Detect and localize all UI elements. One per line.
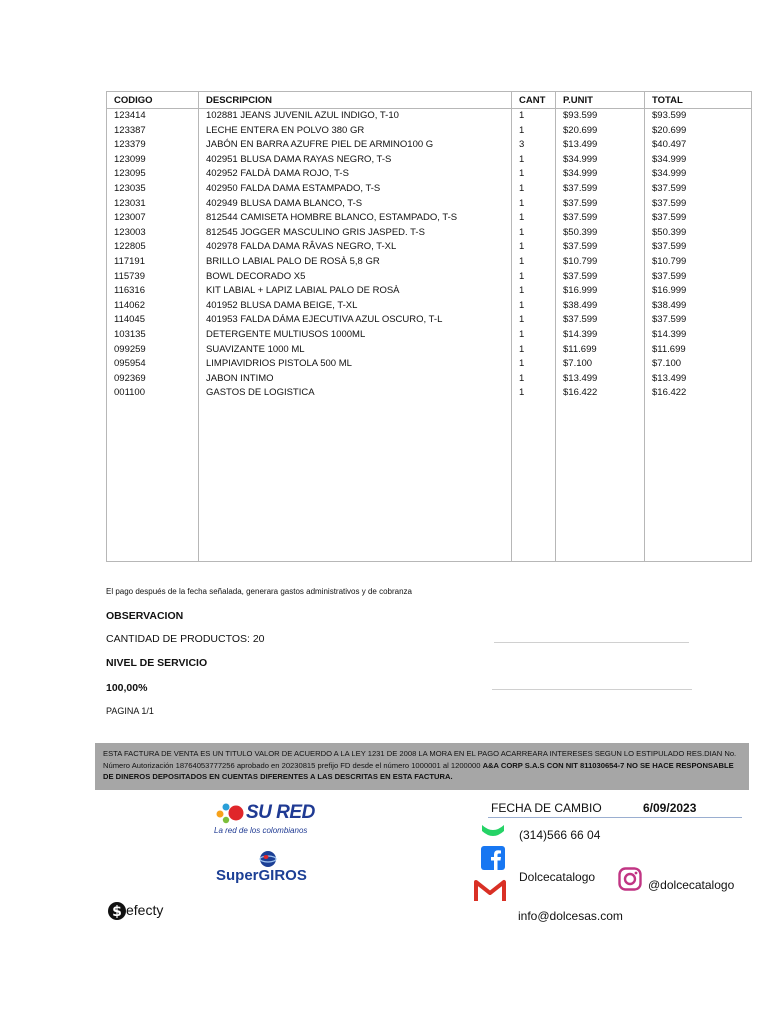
filler-cell [107, 401, 199, 562]
cell-punit: $37.599 [556, 240, 645, 255]
facebook-handle: Dolcecatalogo [519, 870, 596, 884]
cell-descripcion: 401953 FALDA DÁMA EJECUTIVA AZUL OSCURO, T-L [199, 313, 512, 328]
cell-codigo: 116316 [107, 284, 199, 299]
sured-dots-icon [214, 801, 246, 825]
cell-punit: $93.599 [556, 109, 645, 124]
whatsapp-icon [480, 821, 506, 843]
cantidad-productos: CANTIDAD DE PRODUCTOS: 20 [106, 633, 265, 645]
sured-tagline: La red de los colombianos [214, 826, 308, 835]
filler-cell [645, 401, 752, 562]
fecha-cambio-value: 6/09/2023 [643, 801, 697, 815]
cell-punit: $16.422 [556, 386, 645, 401]
cell-descripcion: 401952 BLUSA DAMA BEIGE, T-XL [199, 299, 512, 314]
nivel-servicio-value: 100,00% [106, 682, 148, 694]
table-row [107, 167, 752, 182]
cell-total: $93.599 [645, 109, 752, 124]
instagram-handle: @dolcecatalogo [648, 878, 735, 892]
sured-logo [214, 801, 354, 837]
cell-punit: $34.999 [556, 167, 645, 182]
cell-codigo: 123387 [107, 124, 199, 139]
cell-cant: 1 [512, 153, 556, 168]
signature-line-2 [492, 689, 692, 690]
svg-text:$: $ [112, 904, 122, 920]
filler-cell [556, 401, 645, 562]
globe-icon [259, 850, 277, 868]
efecty-name: efecty [126, 902, 164, 918]
cell-total: $7.100 [645, 357, 752, 372]
table-row [107, 153, 752, 168]
cell-descripcion: GASTOS DE LOGISTICA [199, 386, 512, 401]
cell-descripcion: SUAVIZANTE 1000 ML [199, 343, 512, 358]
cell-total: $37.599 [645, 211, 752, 226]
efecty-logo [107, 900, 187, 924]
pagina: PAGINA 1/1 [106, 706, 154, 716]
cell-cant: 1 [512, 313, 556, 328]
observacion-label: OBSERVACION [106, 610, 184, 622]
cell-descripcion: 402949 BLUSA DAMA BLANCO, T-S [199, 197, 512, 212]
cell-total: $16.999 [645, 284, 752, 299]
cell-total: $37.599 [645, 197, 752, 212]
cell-codigo: 114062 [107, 299, 199, 314]
table-row [107, 182, 752, 197]
table-header-row [107, 92, 752, 109]
gmail-icon [474, 879, 506, 903]
table-row [107, 226, 752, 241]
cell-cant: 1 [512, 270, 556, 285]
header-codigo: CODIGO [107, 92, 199, 109]
cell-punit: $37.599 [556, 197, 645, 212]
filler-cell [199, 401, 512, 562]
cell-punit: $37.599 [556, 313, 645, 328]
cell-punit: $13.499 [556, 372, 645, 387]
table-row [107, 270, 752, 285]
cell-punit: $37.599 [556, 270, 645, 285]
cell-cant: 1 [512, 255, 556, 270]
cell-codigo: 123007 [107, 211, 199, 226]
cell-codigo: 115739 [107, 270, 199, 285]
cell-cant: 1 [512, 372, 556, 387]
cell-codigo: 123095 [107, 167, 199, 182]
cell-cant: 3 [512, 138, 556, 153]
cell-cant: 1 [512, 124, 556, 139]
table-row [107, 211, 752, 226]
table-row [107, 386, 752, 401]
cell-cant: 1 [512, 109, 556, 124]
cell-total: $37.599 [645, 240, 752, 255]
cell-punit: $11.699 [556, 343, 645, 358]
cell-punit: $10.799 [556, 255, 645, 270]
cell-total: $37.599 [645, 270, 752, 285]
cell-cant: 1 [512, 240, 556, 255]
sured-name: SU RED [246, 802, 315, 823]
cell-punit: $38.499 [556, 299, 645, 314]
cell-total: $50.399 [645, 226, 752, 241]
cell-descripcion: 102881 JEANS JUVENIL AZUL INDIGO, T-10 [199, 109, 512, 124]
table-row [107, 357, 752, 372]
cell-total: $37.599 [645, 313, 752, 328]
cell-cant: 1 [512, 197, 556, 212]
cell-codigo: 123099 [107, 153, 199, 168]
cell-descripcion: BRILLO LABIAL PALO DE ROSÀ 5,8 GR [199, 255, 512, 270]
cell-descripcion: LIMPIAVIDRIOS PISTOLA 500 ML [199, 357, 512, 372]
instagram-icon [618, 867, 642, 891]
table-row [107, 372, 752, 387]
cell-cant: 1 [512, 357, 556, 372]
cell-punit: $50.399 [556, 226, 645, 241]
legal-text: ESTA FACTURA DE VENTA ES UN TITULO VALOR DE ACUERDO A LA LEY 1231 DE 2008 LA MORA EN EL PAGO ACARREARA INTERESES SEGUN LO ESTIPULADO RES.DIAN No. Número Autorización 18764053777256 aprobado en 20230815 prefijo FD desde el número 1000001 al 1200000 [103, 749, 737, 770]
cell-descripcion: 402978 FALDA DAMA RÂVAS NEGRO, T-XL [199, 240, 512, 255]
items-table [106, 91, 752, 562]
cell-descripcion: DETERGENTE MULTIUSOS 1000ML [199, 328, 512, 343]
cell-descripcion: JABÓN EN BARRA AZUFRE PIEL DE ARMINO100 G [199, 138, 512, 153]
cell-descripcion: KIT LABIAL + LAPIZ LABIAL PALO DE ROSÀ [199, 284, 512, 299]
cell-punit: $20.699 [556, 124, 645, 139]
fecha-underline [488, 817, 742, 818]
efecty-icon [107, 901, 127, 921]
cell-cant: 1 [512, 226, 556, 241]
cell-descripcion: 402951 BLUSA DAMA RAYAS NEGRO, T-S [199, 153, 512, 168]
table-row [107, 313, 752, 328]
cell-total: $40.497 [645, 138, 752, 153]
table-row [107, 255, 752, 270]
cell-codigo: 092369 [107, 372, 199, 387]
cell-total: $38.499 [645, 299, 752, 314]
facebook-icon [481, 846, 505, 870]
cell-codigo: 123035 [107, 182, 199, 197]
header-descripcion: DESCRIPCION [199, 92, 512, 109]
cell-cant: 1 [512, 284, 556, 299]
cell-codigo: 117191 [107, 255, 199, 270]
cell-descripcion: JABON INTIMO [199, 372, 512, 387]
supergiros-name: SuperGIROS [216, 867, 307, 884]
cell-codigo: 095954 [107, 357, 199, 372]
table-row [107, 284, 752, 299]
table-row [107, 138, 752, 153]
cell-punit: $13.499 [556, 138, 645, 153]
cell-punit: $7.100 [556, 357, 645, 372]
cell-cant: 1 [512, 299, 556, 314]
header-total: TOTAL [645, 92, 752, 109]
cell-total: $37.599 [645, 182, 752, 197]
table-filler-row [107, 401, 752, 562]
cell-punit: $34.999 [556, 153, 645, 168]
cell-total: $13.499 [645, 372, 752, 387]
cell-codigo: 099259 [107, 343, 199, 358]
table-row [107, 328, 752, 343]
cell-total: $14.399 [645, 328, 752, 343]
cell-descripcion: LECHE ENTERA EN POLVO 380 GR [199, 124, 512, 139]
cell-descripcion: 402950 FALDA DAMA ESTAMPADO, T-S [199, 182, 512, 197]
table-row [107, 124, 752, 139]
payment-note: El pago después de la fecha señalada, generara gastos administrativos y de cobranza [106, 587, 412, 596]
table-row [107, 299, 752, 314]
cell-cant: 1 [512, 211, 556, 226]
phone-number: (314)566 66 04 [519, 828, 601, 842]
header-cant: CANT [512, 92, 556, 109]
signature-line-1 [494, 642, 689, 643]
cell-codigo: 123414 [107, 109, 199, 124]
cell-total: $34.999 [645, 167, 752, 182]
cell-cant: 1 [512, 167, 556, 182]
cell-punit: $37.599 [556, 182, 645, 197]
cell-codigo: 123003 [107, 226, 199, 241]
table-row [107, 240, 752, 255]
cell-cant: 1 [512, 343, 556, 358]
supergiros-logo [216, 850, 326, 886]
cell-codigo: 123031 [107, 197, 199, 212]
cell-codigo: 122805 [107, 240, 199, 255]
legal-notice [95, 743, 749, 790]
cell-total: $10.799 [645, 255, 752, 270]
cell-codigo: 103135 [107, 328, 199, 343]
cell-total: $16.422 [645, 386, 752, 401]
cell-punit: $16.999 [556, 284, 645, 299]
nivel-servicio-label: NIVEL DE SERVICIO [106, 657, 208, 669]
email-address: info@dolcesas.com [518, 909, 623, 923]
cell-descripcion: 402952 FALDÀ DAMA ROJO, T-S [199, 167, 512, 182]
cell-codigo: 123379 [107, 138, 199, 153]
cell-total: $34.999 [645, 153, 752, 168]
fecha-cambio-label: FECHA DE CAMBIO [491, 801, 602, 815]
table-row [107, 343, 752, 358]
header-punit: P.UNIT [556, 92, 645, 109]
cell-total: $20.699 [645, 124, 752, 139]
cell-cant: 1 [512, 386, 556, 401]
cell-cant: 1 [512, 182, 556, 197]
cell-total: $11.699 [645, 343, 752, 358]
cell-descripcion: 812544 CAMISETA HOMBRE BLANCO, ESTAMPADO, T-S [199, 211, 512, 226]
legal-bold-text: A&A CORP S.A.S CON NIT 811030654-7 NO SE HACE RESPONSABLE DE DINEROS DEPOSITADOS EN CUENTAS DIFERENTES A LAS DESCRITAS EN ESTA FACTURA. [103, 760, 734, 781]
cell-descripcion: BOWL DECORADO X5 [199, 270, 512, 285]
cell-punit: $37.599 [556, 211, 645, 226]
table-row [107, 197, 752, 212]
filler-cell [512, 401, 556, 562]
cell-cant: 1 [512, 328, 556, 343]
table-row [107, 109, 752, 124]
cell-descripcion: 812545 JOGGER MASCULINO GRIS JASPED. T-S [199, 226, 512, 241]
cell-punit: $14.399 [556, 328, 645, 343]
cell-codigo: 001100 [107, 386, 199, 401]
cell-codigo: 114045 [107, 313, 199, 328]
